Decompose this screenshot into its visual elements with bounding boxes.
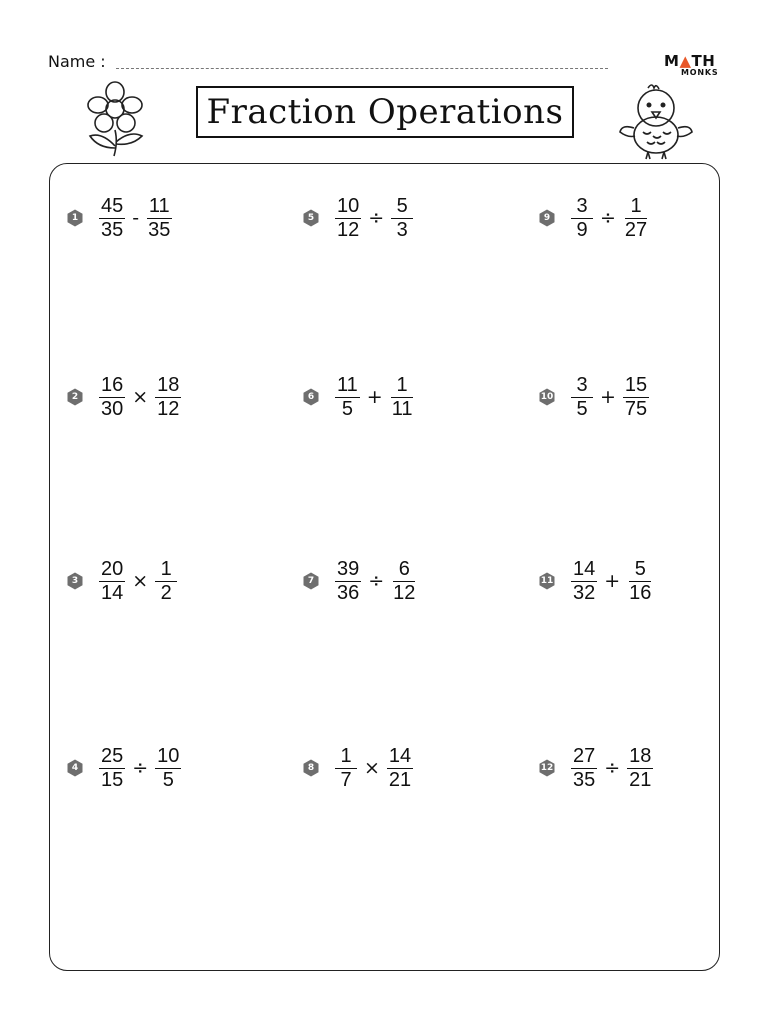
fraction-a: [334, 196, 362, 241]
numerator: 27: [573, 744, 596, 767]
operator: +: [604, 570, 621, 592]
flower-icon: [80, 80, 150, 158]
operator: ÷: [368, 570, 385, 592]
logo-sub: MONKS: [681, 68, 719, 77]
denominator: 5: [162, 768, 174, 791]
problem-item: [538, 744, 654, 792]
denominator: 11: [391, 397, 413, 420]
numerator: 45: [101, 194, 124, 217]
numerator: 10: [337, 194, 360, 217]
numerator: 3: [571, 375, 593, 398]
denominator: 35: [573, 768, 596, 791]
problem-number: 6: [307, 392, 315, 402]
fraction-b: [386, 746, 414, 791]
fraction-a: [334, 375, 361, 420]
problem-item: [538, 557, 654, 605]
denominator: 5: [341, 397, 353, 420]
name-line[interactable]: [116, 68, 608, 69]
numerator: 6: [393, 559, 415, 582]
problem-number: 8: [307, 763, 315, 773]
fraction-b: [626, 559, 654, 604]
problem-item: [302, 194, 414, 242]
fraction-b: [145, 196, 173, 241]
name-field[interactable]: [48, 52, 608, 72]
operator: ×: [132, 570, 149, 592]
denominator: 35: [101, 218, 124, 241]
problem-number: 10: [540, 392, 554, 402]
problem-item: [302, 373, 415, 421]
fraction-a: [334, 746, 358, 791]
operator: -: [132, 207, 140, 229]
problem-number: 9: [543, 213, 551, 223]
hexagon-badge-icon: [538, 209, 556, 227]
logo-main: M▲TH: [664, 52, 716, 70]
fraction-a: [570, 196, 594, 241]
fraction-a: [570, 559, 598, 604]
operator: ÷: [600, 207, 616, 229]
fraction-b: [390, 559, 418, 604]
numerator: 3: [571, 196, 593, 219]
problem-number: 7: [307, 576, 315, 586]
denominator: 12: [337, 218, 360, 241]
hexagon-badge-icon: [66, 759, 84, 777]
denominator: 2: [160, 581, 172, 604]
fraction-a: [98, 375, 126, 420]
problem-number: 5: [307, 213, 315, 223]
operator: ÷: [132, 757, 149, 779]
denominator: 9: [576, 218, 588, 241]
math-monks-logo: [664, 52, 724, 82]
problem-number: 1: [71, 213, 79, 223]
problem-item: [302, 557, 418, 605]
numerator: 11: [337, 373, 358, 396]
numerator: 18: [157, 373, 180, 396]
fraction-b: [154, 559, 178, 604]
fraction-b: [390, 196, 414, 241]
fraction-b: [154, 746, 182, 791]
denominator: 21: [629, 768, 652, 791]
fraction-b: [389, 375, 416, 420]
hexagon-badge-icon: [538, 388, 556, 406]
numerator: 10: [157, 744, 180, 767]
problem-number: 12: [540, 763, 554, 773]
fraction-a: [98, 746, 126, 791]
numerator: 11: [148, 194, 170, 217]
problem-item: [66, 744, 182, 792]
chick-icon: [618, 80, 694, 160]
hexagon-badge-icon: [66, 209, 84, 227]
hexagon-badge-icon: [302, 209, 320, 227]
numerator: 1: [391, 375, 413, 398]
problem-item: [302, 744, 414, 792]
numerator: 18: [629, 744, 652, 767]
denominator: 75: [624, 397, 648, 420]
numerator: 14: [573, 557, 596, 580]
hexagon-badge-icon: [302, 759, 320, 777]
numerator: 1: [335, 746, 357, 769]
denominator: 36: [337, 581, 360, 604]
problem-number: 2: [71, 392, 79, 402]
logo-triangle-icon: ▲: [679, 52, 692, 70]
problem-number: 11: [540, 576, 554, 586]
page-title: Fraction Operations: [206, 92, 564, 132]
numerator: 20: [101, 557, 124, 580]
denominator: 12: [157, 397, 180, 420]
denominator: 12: [393, 581, 416, 604]
name-label: Name :: [48, 52, 106, 71]
operator: ÷: [368, 207, 385, 229]
problem-item: [538, 373, 650, 421]
denominator: 27: [624, 218, 648, 241]
fraction-a: [98, 559, 126, 604]
operator: ÷: [604, 757, 621, 779]
hexagon-badge-icon: [302, 572, 320, 590]
numerator: 5: [391, 196, 413, 219]
operator: ×: [132, 386, 149, 408]
denominator: 16: [629, 581, 652, 604]
numerator: 16: [101, 373, 124, 396]
hexagon-badge-icon: [66, 388, 84, 406]
denominator: 7: [340, 768, 352, 791]
operator: +: [366, 386, 383, 408]
hexagon-badge-icon: [302, 388, 320, 406]
fraction-b: [622, 375, 650, 420]
fraction-b: [622, 196, 650, 241]
operator: ×: [364, 757, 380, 779]
fraction-b: [626, 746, 654, 791]
operator: +: [600, 386, 616, 408]
denominator: 14: [101, 581, 124, 604]
numerator: 1: [625, 196, 647, 219]
denominator: 3: [396, 218, 408, 241]
denominator: 35: [148, 218, 171, 241]
denominator: 21: [388, 768, 412, 791]
problem-number: 3: [71, 576, 79, 586]
hexagon-badge-icon: [538, 572, 556, 590]
fraction-b: [154, 375, 182, 420]
fraction-a: [98, 196, 126, 241]
problem-item: [66, 194, 173, 242]
problem-item: [538, 194, 650, 242]
denominator: 30: [101, 397, 124, 420]
fraction-a: [570, 375, 594, 420]
problem-item: [66, 373, 182, 421]
title-box: [196, 86, 574, 138]
fraction-a: [334, 559, 362, 604]
problem-number: 4: [71, 763, 79, 773]
denominator: 15: [101, 768, 124, 791]
numerator: 14: [388, 744, 412, 767]
numerator: 25: [101, 744, 124, 767]
numerator: 39: [337, 557, 360, 580]
problem-item: [66, 557, 178, 605]
numerator: 5: [629, 559, 651, 582]
numerator: 1: [155, 559, 177, 582]
denominator: 32: [573, 581, 596, 604]
hexagon-badge-icon: [66, 572, 84, 590]
hexagon-badge-icon: [538, 759, 556, 777]
fraction-a: [570, 746, 598, 791]
denominator: 5: [576, 397, 588, 420]
numerator: 15: [624, 373, 648, 396]
